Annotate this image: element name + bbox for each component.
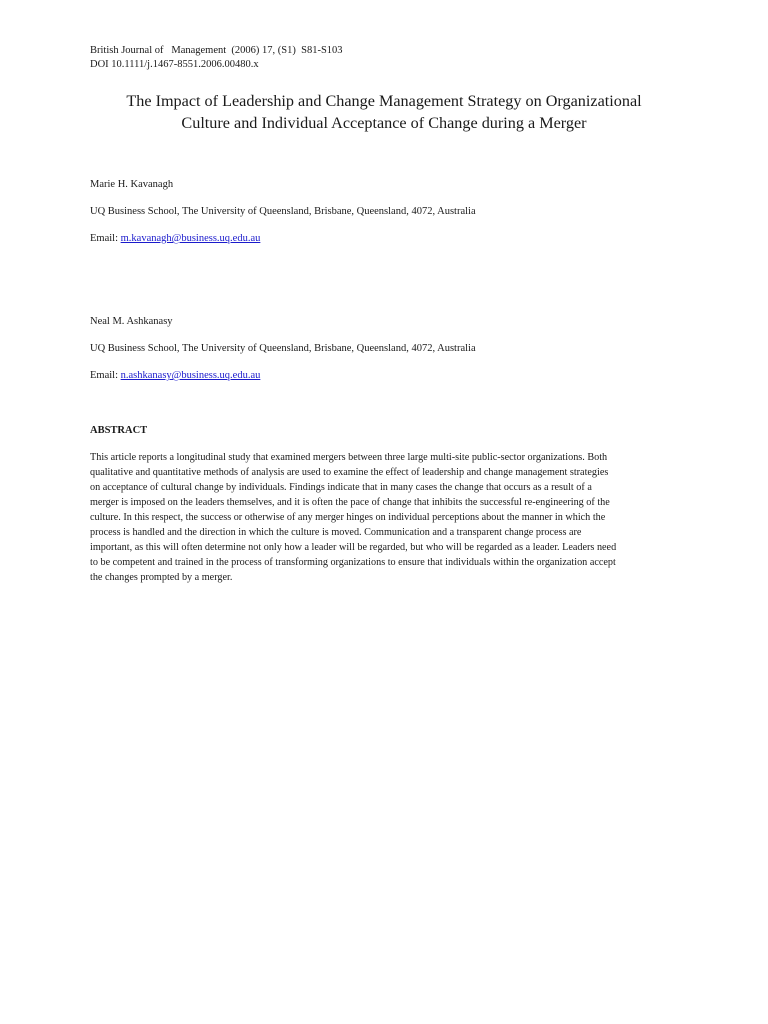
- abstract-line: important, as this will often determine not only how a leader will be regarded, but who will be regarded as a leader. Leaders need: [90, 542, 617, 553]
- abstract-line: the changes prompted by a merger.: [90, 572, 233, 583]
- author-2-name: Neal M. Ashkanasy: [90, 316, 173, 327]
- author-2-email-link[interactable]: n.ashkanasy@business.uq.edu.au: [120, 370, 261, 381]
- abstract-line: This article reports a longitudinal study that examined mergers between three large multi-site public-sector organizations. Both: [90, 452, 608, 463]
- abstract-line: process is handled and the direction in which the culture is moved. Communication and a transparent change process are: [90, 527, 582, 538]
- author-2-affiliation: UQ Business School, The University of Queensland, Brisbane, Queensland, 4072, Australia: [90, 343, 476, 354]
- paper-title-line-1: The Impact of Leadership and Change Management Strategy on Organizational: [126, 92, 642, 110]
- author-1-name: Marie H. Kavanagh: [90, 179, 174, 190]
- author-2-email-line: [90, 369, 260, 383]
- abstract-heading: ABSTRACT: [90, 425, 148, 436]
- abstract-line: culture. In this respect, the success or otherwise of any merger hinges on individual perceptions about the manner in which the: [90, 512, 606, 523]
- journal-citation: British Journal of Management (2006) 17, (S1) S81-S103: [90, 45, 343, 56]
- author-1-email-link[interactable]: m.kavanagh@business.uq.edu.au: [120, 233, 261, 244]
- abstract-line: on acceptance of cultural change by individuals. Findings indicate that in many cases the change that occurs as a result of a: [90, 482, 592, 493]
- abstract-body: [90, 450, 680, 585]
- abstract-line: to be competent and trained in the process of transforming organizations to ensure that individuals within the organization accept: [90, 557, 616, 568]
- paper-title: [60, 90, 708, 134]
- journal-info: [90, 44, 343, 72]
- author-2-email-label: Email:: [90, 370, 121, 381]
- author-1-affiliation: UQ Business School, The University of Queensland, Brisbane, Queensland, 4072, Australia: [90, 206, 476, 217]
- abstract-line: merger is imposed on the leaders themselves, and it is often the pace of change that inhibits the successful re-engineering of the: [90, 497, 610, 508]
- paper-title-line-2: Culture and Individual Acceptance of Change during a Merger: [181, 114, 587, 132]
- abstract-line: qualitative and quantitative methods of analysis are used to examine the effect of leadership and change management strategies: [90, 467, 609, 478]
- journal-doi: DOI 10.1111/j.1467-8551.2006.00480.x: [90, 59, 259, 70]
- author-1-email-label: Email:: [90, 233, 121, 244]
- author-1-email-line: [90, 232, 260, 246]
